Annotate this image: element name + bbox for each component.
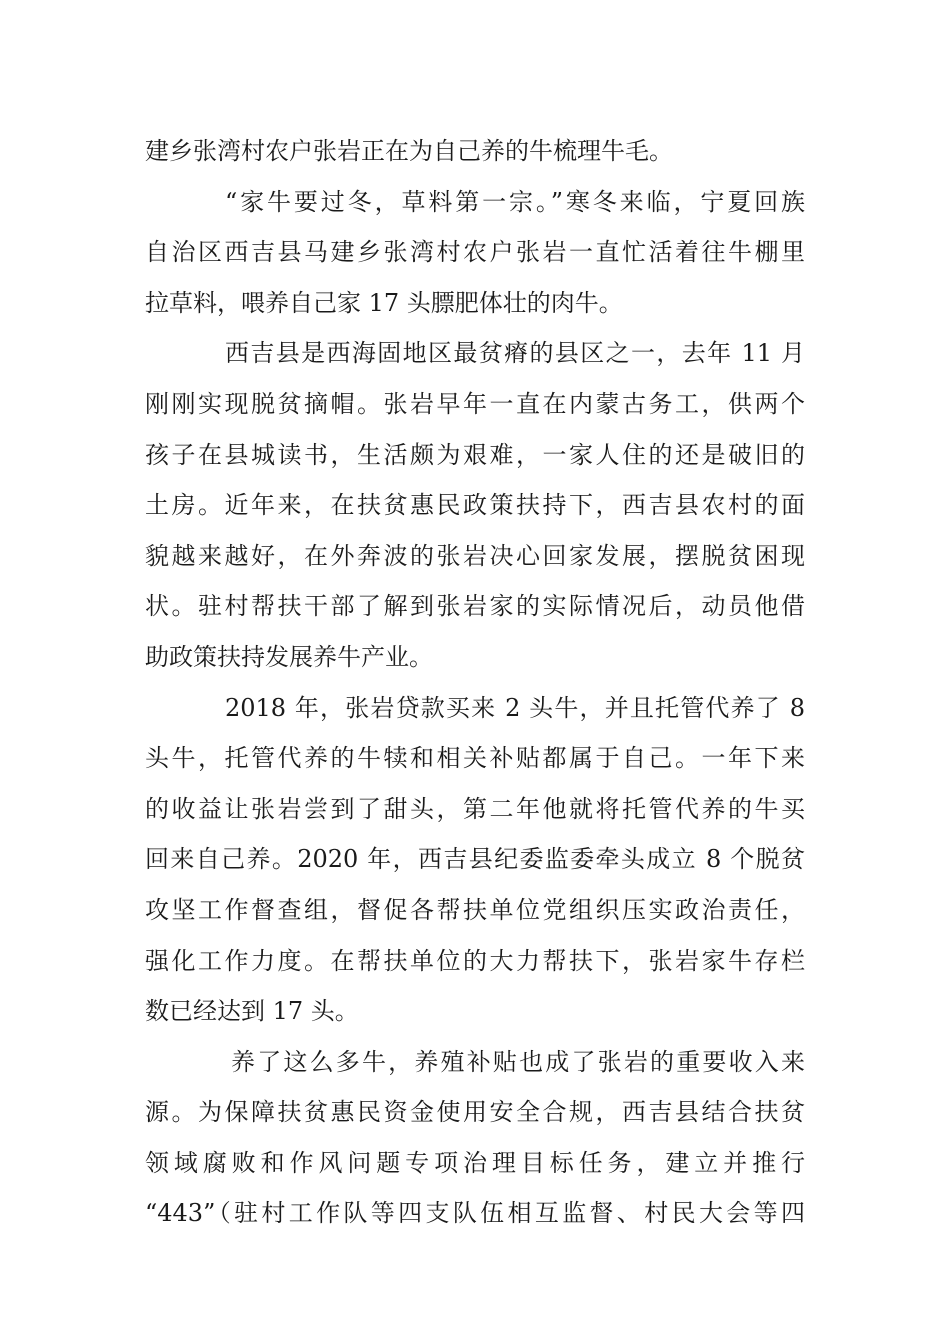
text-line: 助政策扶持发展养牛产业。	[145, 642, 433, 671]
paragraph-first-line: 2018 年，张岩贷款买来 2 头牛，并且托管代养了 8	[225, 693, 805, 722]
text-line: 数已经达到 17 头。	[145, 997, 359, 1026]
text-line: 攻坚工作督查组，督促各帮扶单位党组织压实政治责任，	[145, 895, 805, 924]
text-line: 状。驻村帮扶干部了解到张岩家的实际情况后，动员他借	[145, 592, 805, 621]
text-line: 的收益让张岩尝到了甜头，第二年他就将托管代养的牛买	[145, 794, 805, 823]
article-body	[145, 126, 805, 1239]
paragraph-first-line: “家牛要过冬，草料第一宗。”寒冬来临，宁夏回族	[225, 187, 805, 216]
paragraph-first-line: 西吉县是西海固地区最贫瘠的县区之一，去年 11 月	[225, 339, 805, 368]
text-line: 孩子在县城读书，生活颇为艰难，一家人住的还是破旧的	[145, 440, 805, 469]
text-line: 貌越来越好，在外奔波的张岩决心回家发展，摆脱贫困现	[145, 541, 805, 570]
text-line: 拉草料，喂养自己家 17 头膘肥体壮的肉牛。	[145, 288, 623, 317]
text-line: 刚刚实现脱贫摘帽。张岩早年一直在内蒙古务工，供两个	[145, 389, 805, 418]
text-line: 自治区西吉县马建乡张湾村农户张岩一直忙活着往牛棚里	[145, 238, 805, 267]
text-line: 源。为保障扶贫惠民资金使用安全合规，西吉县结合扶贫	[145, 1098, 805, 1127]
text-line: 头牛，托管代养的牛犊和相关补贴都属于自己。一年下来	[145, 744, 805, 773]
text-line: 强化工作力度。在帮扶单位的大力帮扶下，张岩家牛存栏	[145, 946, 805, 975]
text-line: “443”（驻村工作队等四支队伍相互监督、村民大会等四	[145, 1199, 805, 1228]
text-line: 领域腐败和作风问题专项治理目标任务，建立并推行	[145, 1148, 805, 1177]
text-line: 建乡张湾村农户张岩正在为自己养的牛梳理牛毛。	[145, 137, 673, 165]
paragraph-first-line: 养了这么多牛，养殖补贴也成了张岩的重要收入来	[231, 1047, 805, 1076]
text-line: 回来自己养。2020 年，西吉县纪委监委牵头成立 8 个脱贫	[145, 845, 805, 874]
text-line: 土房。近年来，在扶贫惠民政策扶持下，西吉县农村的面	[145, 491, 805, 520]
